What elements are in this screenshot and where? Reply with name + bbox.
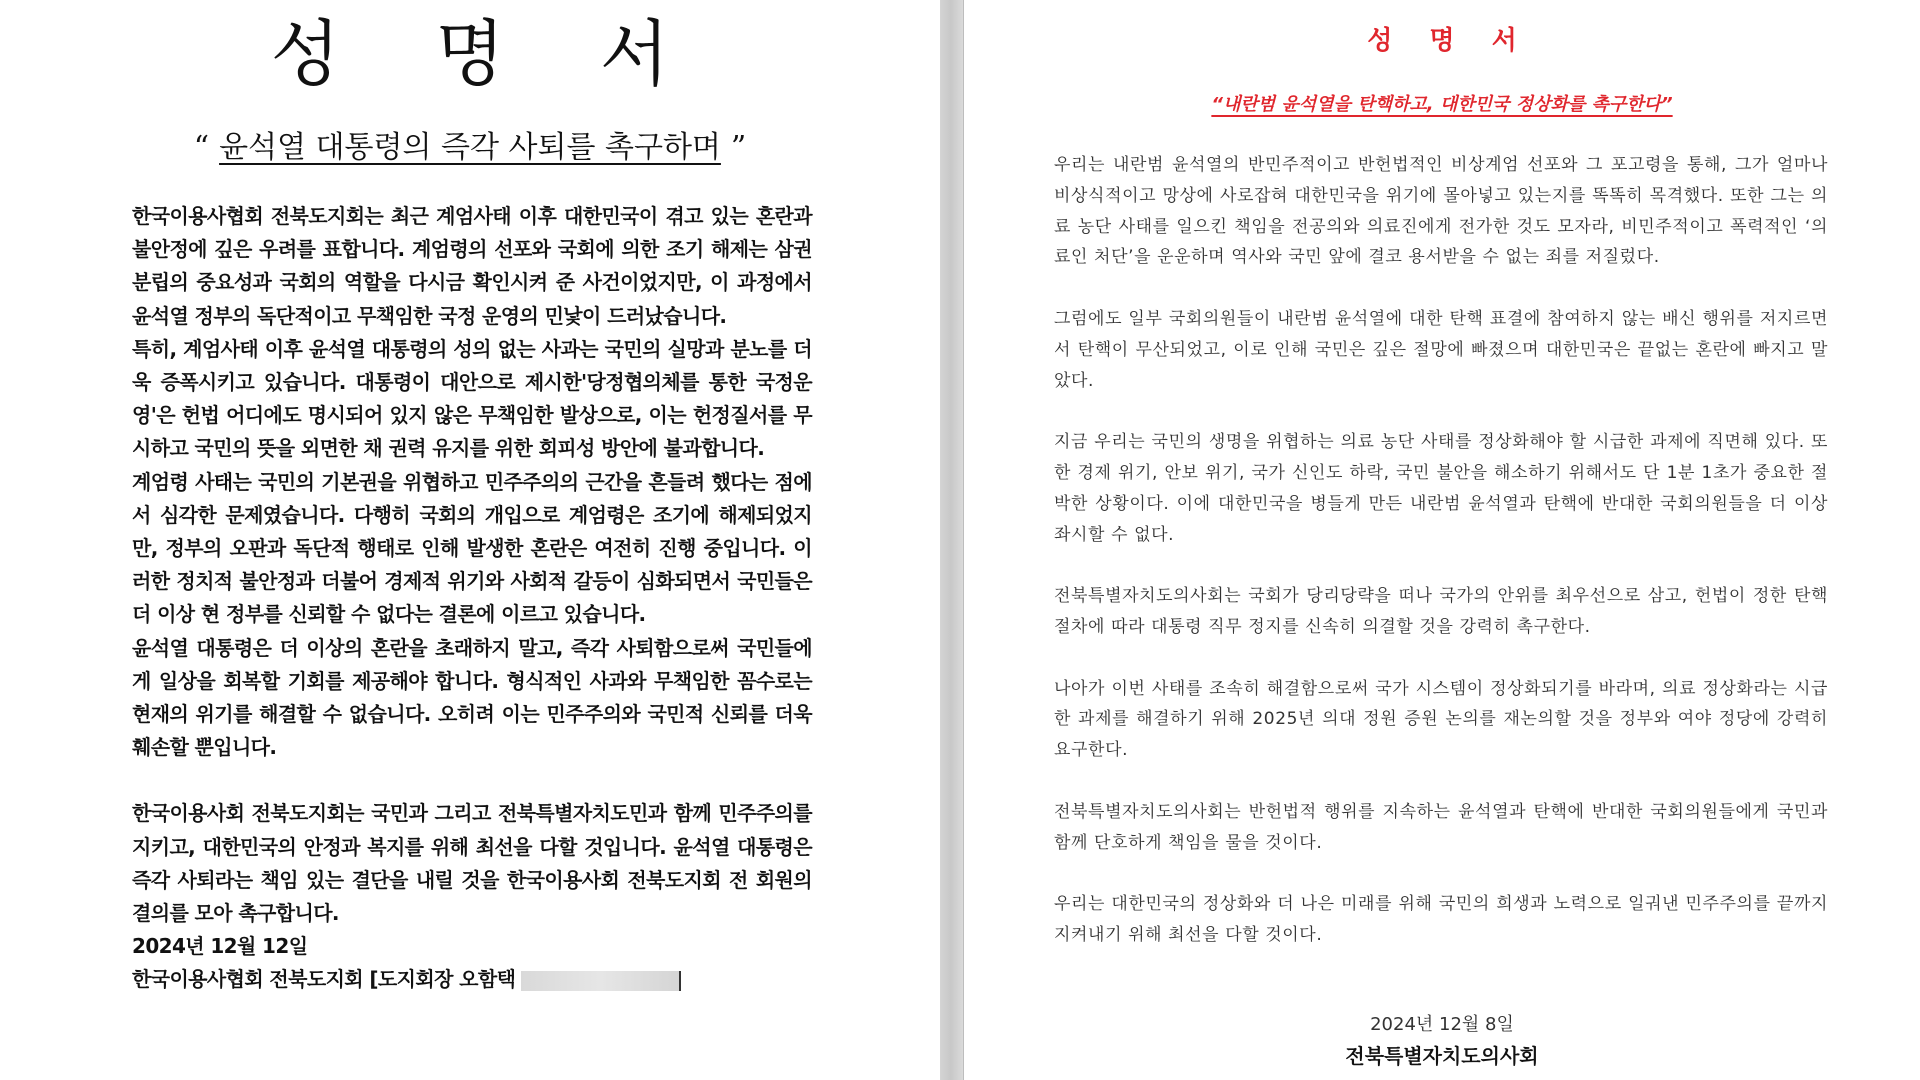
right-paragraph-7: 우리는 대한민국의 정상화와 더 나은 미래를 위해 국민의 희생과 노력으로 일궈낸 민주주의를 끝까지 지켜내기 위해 최선을 다할 것이다.	[1054, 894, 1828, 945]
right-paragraph-6: 전북특별자치도의사회는 반헌법적 행위를 지속하는 윤석열과 탄핵에 반대한 국회의원들에게 국민과 함께 단호하게 책임을 물을 것이다.	[1054, 801, 1828, 853]
left-date: 2024년 12월 12일	[132, 934, 308, 959]
right-paragraph-2: 그럼에도 일부 국회의원들이 내란범 윤석열에 대한 탄핵 표결에 참여하지 않는 배신 행위를 저지르면서 탄핵이 무산되었고, 이로 인해 국민은 깊은 절망에 빠졌으며 대한민국은 끝없는 혼란에 빠지고 말았다.	[1054, 308, 1828, 391]
right-paragraph-3: 지금 우리는 국민의 생명을 위협하는 의료 농단 사태를 정상화해야 할 시급한 과제에 직면해 있다. 또한 경제 위기, 안보 위기, 국가 신인도 하락, 국민 불안을 해소하기 위해서도 단 1분 1초가 중요한 절박한 상황이다. 이에 대한민국을 병들게 만든 내란범 윤석열과 탄핵에 반대한 국회의원들을 더 이상 좌시할 수 없다.	[1054, 432, 1828, 545]
left-signature-line	[132, 963, 812, 996]
right-paragraph-4: 전북특별자치도의사회는 국회가 당리당략을 떠나 국가의 안위를 최우선으로 삼고, 헌법이 정한 탄핵 절차에 따라 대통령 직무 정지를 신속히 의결할 것을 강력히 촉구한다.	[1054, 586, 1828, 637]
left-subtitle-text: 윤석열 대통령의 즉각 사퇴를 촉구하며	[219, 130, 721, 165]
paragraph-gap	[132, 764, 812, 797]
right-page-title: 성 명 서	[1367, 26, 1531, 56]
right-statement-body	[1054, 150, 1828, 982]
left-subtitle-open-quote: “	[193, 130, 210, 165]
left-statement-body	[132, 200, 812, 997]
right-page-subtitle	[964, 90, 1920, 116]
right-statement-page	[964, 0, 1920, 1080]
left-subtitle-close-quote: ”	[730, 130, 747, 165]
left-paragraph-5: 한국이용사회 전북도지회는 국민과 그리고 전북특별자치도민과 함께 민주주의를 지키고, 대한민국의 안정과 복지를 위해 최선을 다할 것입니다. 윤석열 대통령은 즉각 사퇴라는 책임 있는 결단을 내릴 것을 한국이용사회 전북도지회 전 회원의 결의를 모아 촉구합니다.	[132, 801, 812, 926]
left-signature: 한국이용사협회 전북도지회 [도지회장 오함택	[132, 967, 516, 992]
left-paragraph-3: 계엄령 사태는 국민의 기본권을 위협하고 민주주의의 근간을 흔들려 했다는 점에서 심각한 문제였습니다. 다행히 국회의 개입으로 계엄령은 조기에 해제되었지만, 정부의 오판과 독단적 행태로 인해 발생한 혼란은 여전히 진행 중입니다. 이러한 정치적 불안정과 더불어 경제적 위기와 사회적 갈등이 심화되면서 국민들은 더 이상 현 정부를 신뢰할 수 없다는 결론에 이르고 있습니다.	[132, 469, 812, 627]
left-page-subtitle	[0, 128, 940, 168]
right-paragraph-5: 나아가 이번 사태를 조속히 해결함으로써 국가 시스템이 정상화되기를 바라며, 의료 정상화라는 시급한 과제를 해결하기 위해 2025년 의대 정원 증원 논의를 재논의할 것을 정부와 여야 정당에 강력히 요구한다.	[1054, 678, 1828, 761]
right-date: 2024년 12월 8일	[1370, 1014, 1514, 1035]
right-paragraph-1: 우리는 내란범 윤석열의 반민주적이고 반헌법적인 비상계엄 선포와 그 포고령을 통해, 그가 얼마나 비상식적이고 망상에 사로잡혀 대한민국을 위기에 몰아넣고 있는지를 똑똑히 목격했다. 또한 그는 의료 농단 사태를 일으킨 책임을 전공의와 의료진에게 전가한 것도 모자라, 비민주적이고 폭력적인 ‘의료인 처단’을 운운하며 역사와 국민 앞에 결코 용서받을 수 없는 죄를 저질렀다.	[1054, 155, 1828, 268]
page-gutter	[940, 0, 964, 1080]
left-paragraph-1: 한국이용사협회 전북도지회는 최근 계엄사태 이후 대한민국이 겪고 있는 혼란과 불안정에 깊은 우려를 표합니다. 계엄령의 선포와 국회에 의한 조기 해제는 삼권분립의 중요성과 국회의 역할을 다시금 확인시켜 준 사건이었지만, 이 과정에서 윤석열 정부의 독단적이고 무책임한 국정 운영의 민낯이 드러났습니다.	[132, 204, 812, 328]
left-paragraph-2: 특히, 계엄사태 이후 윤석열 대통령의 성의 없는 사과는 국민의 실망과 분노를 더욱 증폭시키고 있습니다. 대통령이 대안으로 제시한'당정협의체를 통한 국정운영'은 헌법 어디에도 명시되어 있지 않은 무책임한 발상으로, 이는 헌정질서를 무시하고 국민의 뜻을 외면한 채 권력 유지를 위한 회피성 방안에 불과합니다.	[132, 336, 812, 461]
right-subtitle-text: “내란범 윤석열을 탄핵하고, 대한민국 정상화를 촉구한다”	[1211, 94, 1673, 115]
left-statement-page	[0, 0, 940, 1080]
redacted-name-block	[521, 971, 681, 991]
left-paragraph-4: 윤석열 대통령은 더 이상의 혼란을 초래하지 말고, 즉각 사퇴함으로써 국민들에게 일상을 회복할 기회를 제공해야 합니다. 형식적인 사과와 무책임한 꼼수로는 현재의 위기를 해결할 수 없습니다. 오히려 이는 민주주의와 국민적 신뢰를 더욱 훼손할 뿐입니다.	[132, 635, 812, 760]
left-page-title: 성명서	[270, 12, 765, 96]
right-organization: 전북특별자치도의사회	[1345, 1044, 1539, 1068]
